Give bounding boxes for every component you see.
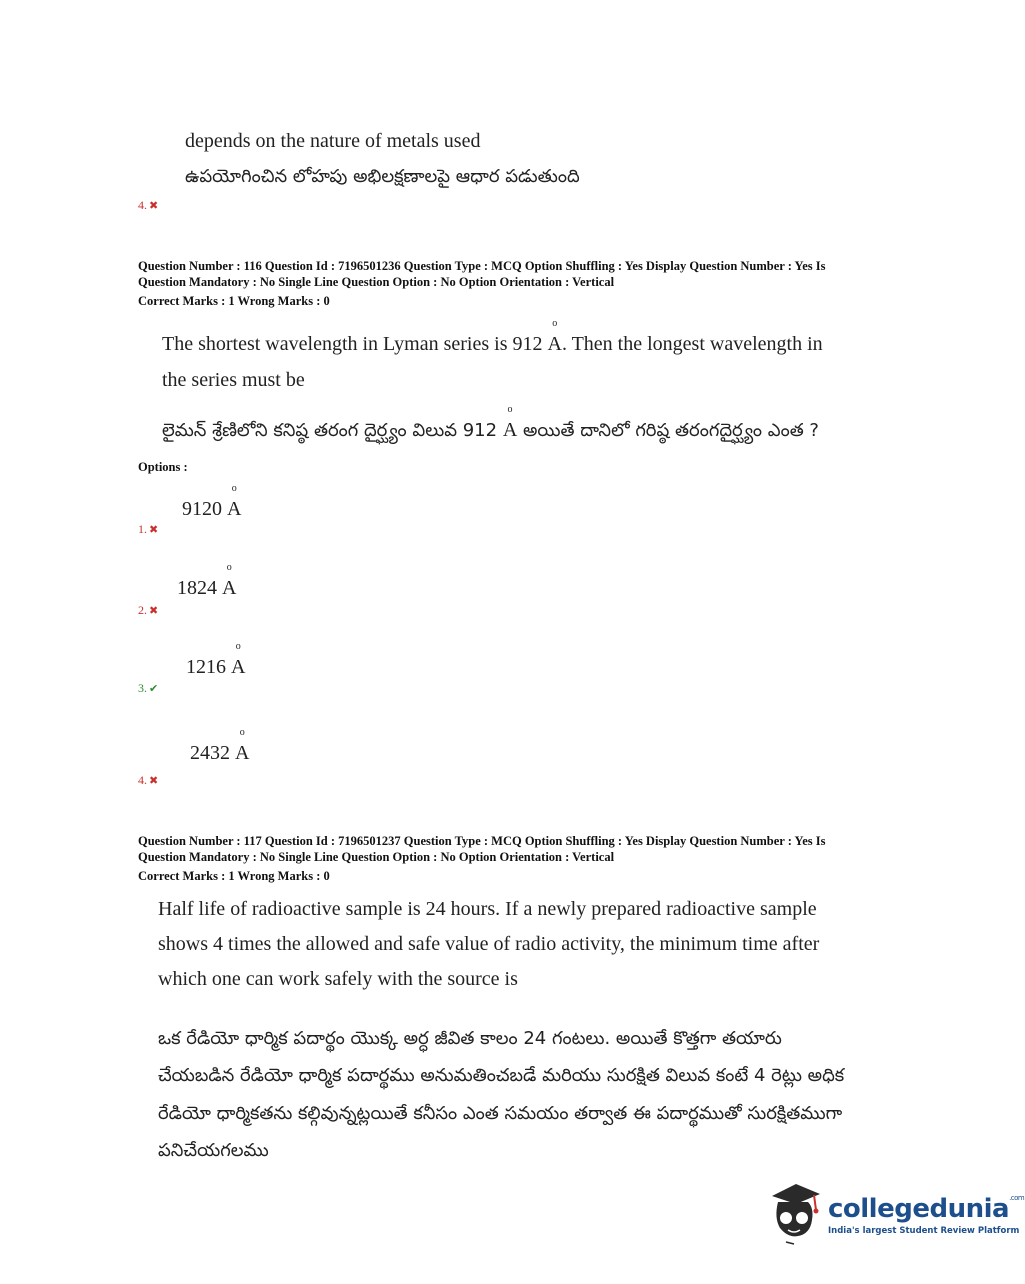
q116-text-te-a: లైమన్ శ్రేణిలోని కనిష్ఠ తరంగ దైర్ఘ్యం విలువ 912 xyxy=(162,420,498,441)
cross-icon: ✖ xyxy=(149,200,159,212)
option-value: 1824 o A xyxy=(177,577,236,600)
q117-text-te-line3: రేడియో ధార్మికతను కల్గివున్నట్లయితే కనీసం ఎంత సమయం తర్వాత ఈ పదార్థముతో సురక్షితముగా xyxy=(158,1103,843,1124)
option-number: 3. ✔ xyxy=(138,681,159,695)
q117-meta-line2: Question Mandatory : No Single Line Question Option : No Option Orientation : Vertical xyxy=(138,850,615,864)
angstrom-unit: o A xyxy=(503,419,517,442)
q116-text-te-b: అయితే దానిలో గరిష్ఠ తరంగదైర్ఘ్యం ఎంత ? xyxy=(523,420,819,441)
student-mascot-icon xyxy=(768,1180,824,1246)
q117-text-te-line2: చేయబడిన రేడియో ధార్మిక పదార్థము అనుమతించబడే మరియు సురక్షిత విలువ కంటే 4 రెట్లు అధిక xyxy=(158,1065,845,1086)
q116-meta-line1: Question Number : 116 Question Id : 7196501236 Question Type : MCQ Option Shuffling : Yes Display Question Number : Yes Is xyxy=(138,259,826,273)
q117-text-te-line4: పనిచేయగలము xyxy=(158,1140,269,1161)
q117-meta-line3: Correct Marks : 1 Wrong Marks : 0 xyxy=(138,869,330,883)
angstrom-unit: o A xyxy=(547,333,561,356)
logo-tagline: India's largest Student Review Platform xyxy=(828,1226,1020,1236)
q117-text-en-line2: shows 4 times the allowed and safe value of radio activity, the minimum time after xyxy=(158,933,820,955)
q117-meta xyxy=(138,833,918,884)
prev-option-text-te: ఉపయోగించిన లోహపు అభిలక్షణాలపై ఆధార పడుతుంది xyxy=(185,166,580,187)
q116-text-en-1b: . Then the longest wavelength in xyxy=(561,333,823,355)
logo-wordmark: collegedunia$^{.com}$ xyxy=(828,1194,1025,1224)
option-number: 4. ✖ xyxy=(138,773,159,787)
collegedunia-logo xyxy=(768,1180,1025,1250)
cross-icon: ✖ xyxy=(149,524,159,536)
q116-meta-line2: Question Mandatory : No Single Line Question Option : No Option Orientation : Vertical xyxy=(138,275,615,289)
q117-text-en-line1: Half life of radioactive sample is 24 hours. If a newly prepared radioactive sample xyxy=(158,898,817,920)
angstrom-unit: o A xyxy=(235,742,249,765)
cross-icon: ✖ xyxy=(149,605,159,617)
options-label: Options : xyxy=(138,460,188,474)
check-icon: ✔ xyxy=(149,683,159,695)
q117-meta-line1: Question Number : 117 Question Id : 7196501237 Question Type : MCQ Option Shuffling : Yes Display Question Number : Yes Is xyxy=(138,834,826,848)
q116-text-te xyxy=(162,419,819,445)
q116-meta xyxy=(138,258,918,309)
option-value: 2432 o A xyxy=(190,742,249,765)
option-number-label: 4. xyxy=(138,198,147,212)
q116-text-en-line2: the series must be xyxy=(162,369,305,391)
q117-text-en-line3: which one can work safely with the source is xyxy=(158,968,518,990)
logo-suffix: .com xyxy=(1009,1194,1025,1202)
angstrom-unit: o A xyxy=(231,656,245,679)
option-value: 9120 o A xyxy=(182,498,241,521)
angstrom-unit: o A xyxy=(222,577,236,600)
q116-text-en-1a: The shortest wavelength in Lyman series is 912 xyxy=(162,333,543,355)
angstrom-unit: o A xyxy=(227,498,241,521)
prev-option-text-en: depends on the nature of metals used xyxy=(185,130,481,152)
q116-meta-line3: Correct Marks : 1 Wrong Marks : 0 xyxy=(138,294,330,308)
option-number: 1. ✖ xyxy=(138,522,159,536)
option-number: 2. ✖ xyxy=(138,603,159,617)
cross-icon: ✖ xyxy=(149,775,159,787)
prev-option-number xyxy=(138,198,158,213)
q117-text-te-line1: ఒక రేడియో ధార్మిక పదార్థం యొక్క అర్ధ జీవిత కాలం 24 గంటలు. అయితే కొత్తగా తయారు xyxy=(158,1028,782,1049)
q116-text-en-line1 xyxy=(162,333,823,356)
option-value: 1216 o A xyxy=(186,656,245,679)
